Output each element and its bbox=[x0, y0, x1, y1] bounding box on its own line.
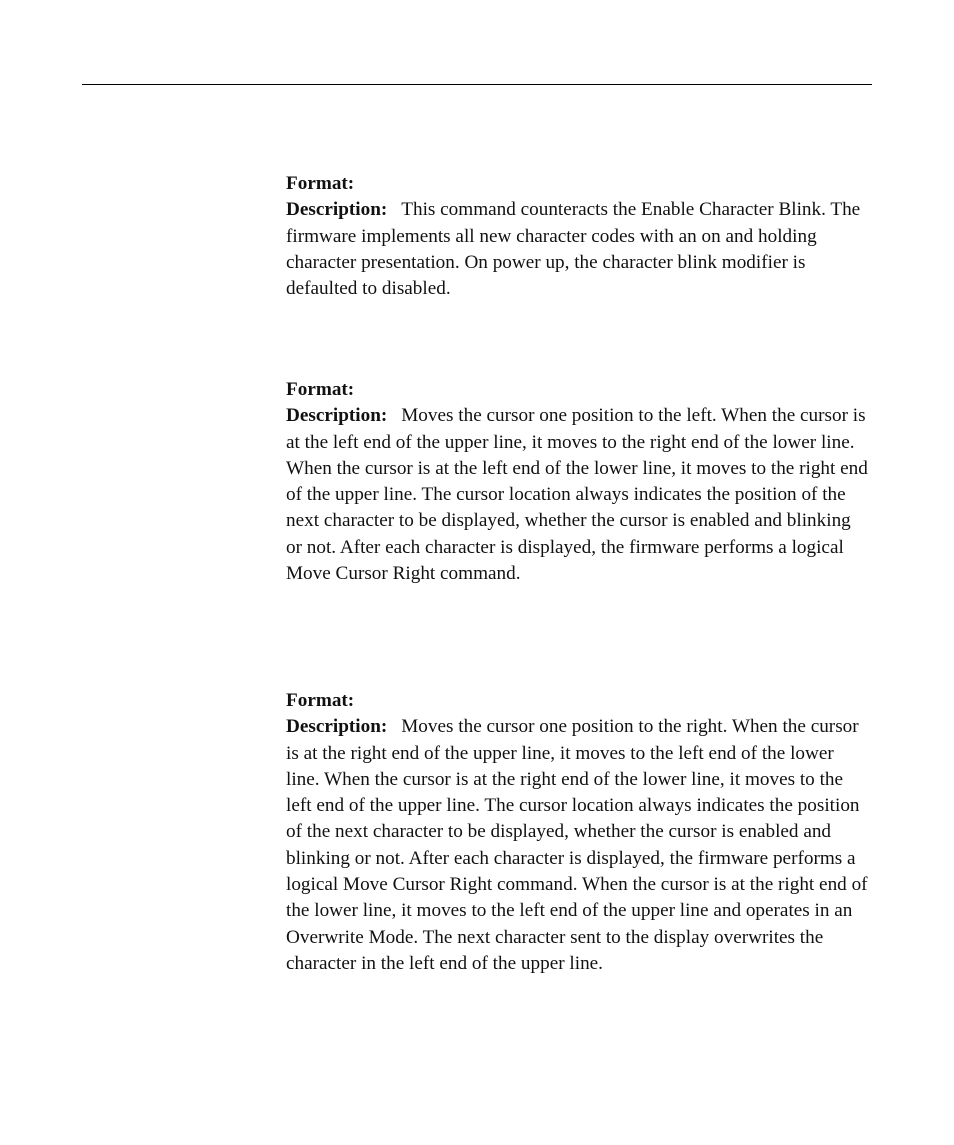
format-label: Format: bbox=[286, 173, 355, 194]
command-entry-move-cursor-left bbox=[286, 377, 870, 587]
command-entry-disable-blink bbox=[286, 171, 870, 302]
description-paragraph bbox=[286, 403, 870, 587]
description-paragraph bbox=[286, 714, 870, 977]
format-line bbox=[286, 377, 870, 403]
format-label: Format: bbox=[286, 379, 355, 400]
description-paragraph bbox=[286, 197, 870, 302]
header-rule bbox=[82, 84, 872, 85]
description-label: Description: bbox=[286, 405, 388, 427]
description-text: This command counteracts the Enable Character Blink. The firmware implements all new character codes with an on and holding character presentation. On power up, the character blink modifier is defaulted to disabled. bbox=[286, 199, 861, 300]
description-text: Moves the cursor one position to the left. When the cursor is at the left end of the upper line, it moves to the right end of the lower line. When the cursor is at the left end of the lower line, it moves to the right end of the upper line. The cursor location always indicates the position of the next character to be displayed, whether the cursor is enabled and blinking or not. After each character is displayed, the firmware performs a logical Move Cursor Right command. bbox=[286, 405, 868, 585]
format-line bbox=[286, 688, 870, 714]
description-text: Moves the cursor one position to the right. When the cursor is at the right end of the upper line, it moves to the left end of the lower line. When the cursor is at the right end of the lower line, it moves to the left end of the upper line. The cursor location always indicates the position of the next character to be displayed, whether the cursor is enabled and blinking or not. After each character is displayed, the firmware performs a logical Move Cursor Right command. When the cursor is at the right end of the lower line, it moves to the left end of the upper line and operates in an Overwrite Mode. The next character sent to the display overwrites the character in the left end of the upper line. bbox=[286, 716, 868, 974]
description-label: Description: bbox=[286, 199, 388, 221]
description-label: Description: bbox=[286, 716, 388, 738]
command-entry-move-cursor-right bbox=[286, 688, 870, 977]
format-line bbox=[286, 171, 870, 197]
format-label: Format: bbox=[286, 690, 355, 711]
